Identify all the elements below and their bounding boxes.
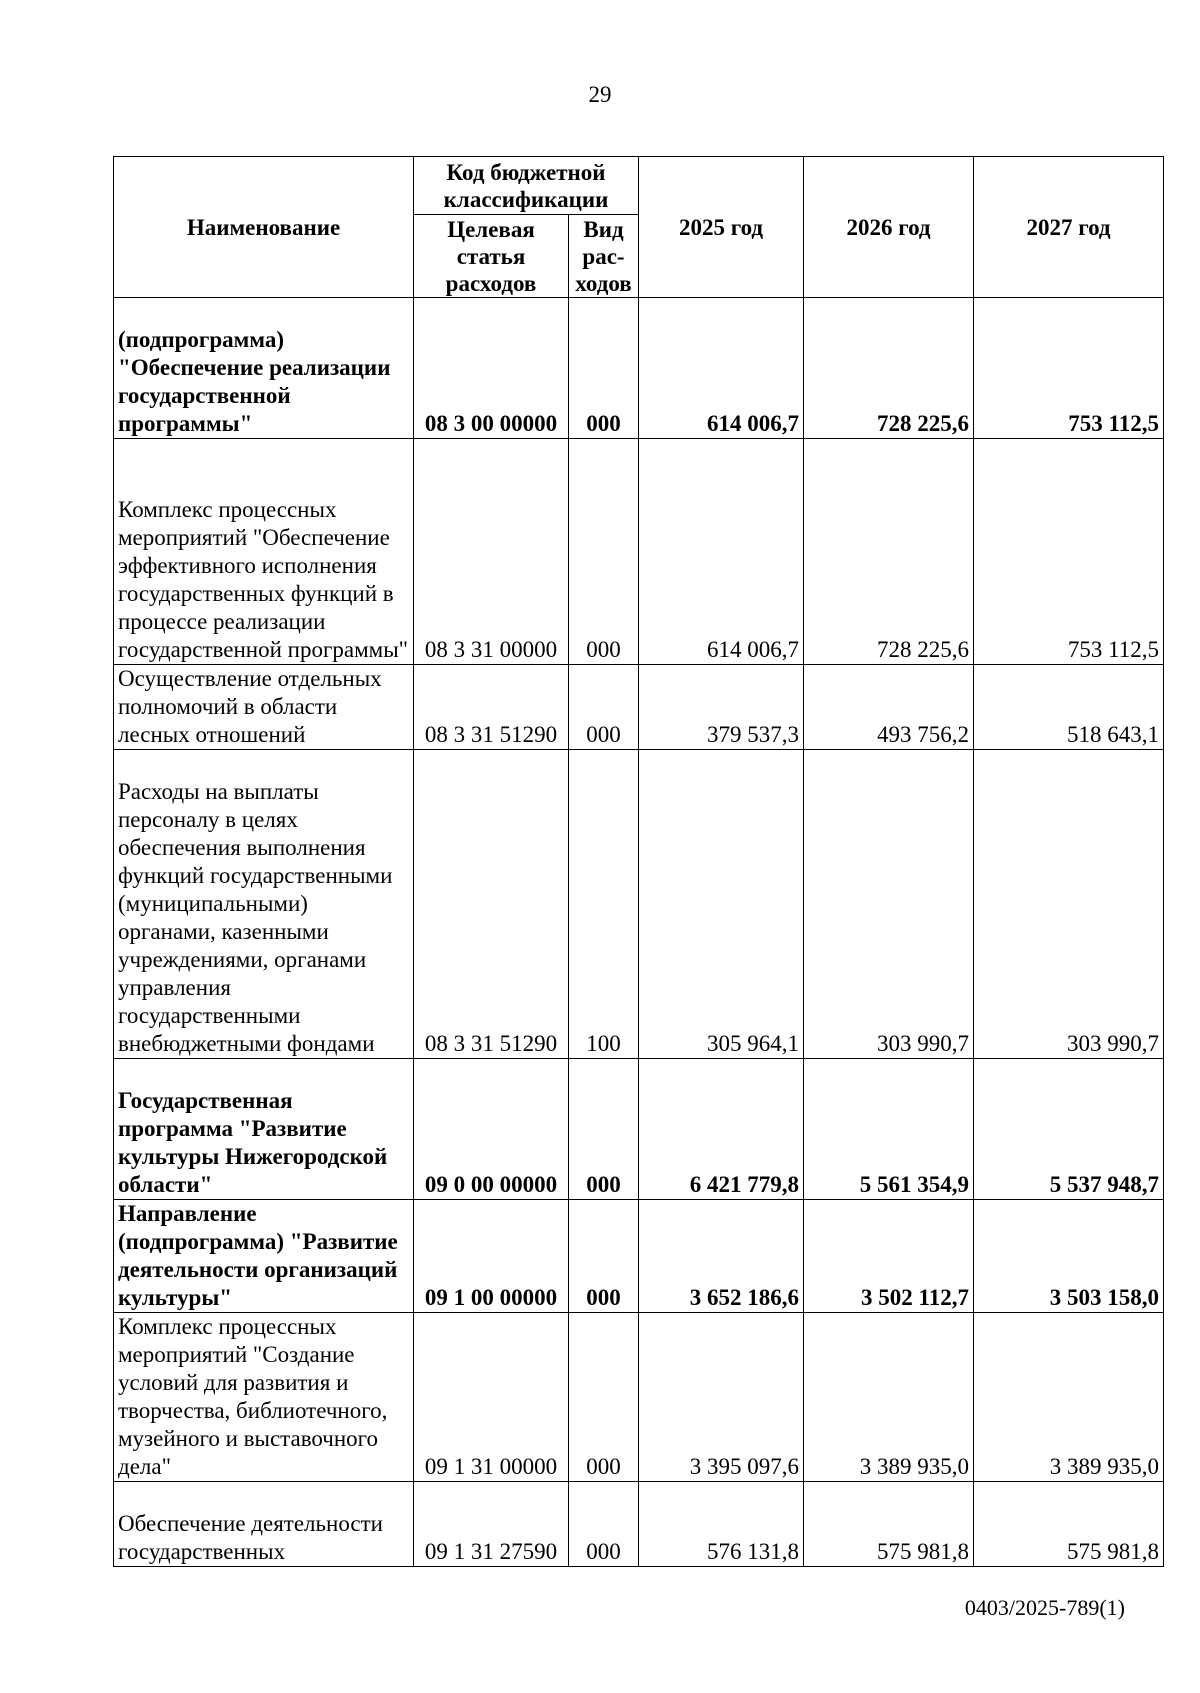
header-year-2026: 2026 год — [804, 157, 974, 298]
document-number: 0403/2025-789(1) — [964, 1595, 1125, 1620]
row-value-2027: 3 503 158,0 — [974, 1200, 1164, 1313]
row-expense-type: 000 — [569, 439, 639, 665]
row-value-2025: 379 537,3 — [639, 665, 804, 750]
row-value-2027: 575 981,8 — [974, 1482, 1164, 1567]
table-body — [114, 298, 1164, 1567]
row-name: Расходы на выплаты персоналу в целях обеспечения выполнения функций государственными (муниципальными) органами, казенными учреждениями, органами управления государственными внебюджетными фондами — [114, 750, 414, 1059]
table-header — [114, 157, 1164, 298]
header-target-article: Целевая статья расходов — [414, 215, 569, 298]
row-value-2027: 5 537 948,7 — [974, 1059, 1164, 1200]
row-value-2026: 728 225,6 — [804, 298, 974, 439]
row-value-2026: 3 389 935,0 — [804, 1313, 974, 1482]
table-row — [114, 1200, 1164, 1313]
table-row — [114, 665, 1164, 750]
header-name: Наименование — [114, 157, 414, 298]
row-target-article: 08 3 31 51290 — [414, 665, 569, 750]
row-value-2027: 3 389 935,0 — [974, 1313, 1164, 1482]
table-row — [114, 298, 1164, 439]
row-expense-type: 000 — [569, 1313, 639, 1482]
row-value-2027: 753 112,5 — [974, 298, 1164, 439]
row-target-article: 08 3 00 00000 — [414, 298, 569, 439]
row-value-2027: 753 112,5 — [974, 439, 1164, 665]
table-row — [114, 750, 1164, 1059]
row-target-article: 09 1 31 27590 — [414, 1482, 569, 1567]
row-value-2025: 3 652 186,6 — [639, 1200, 804, 1313]
row-value-2026: 303 990,7 — [804, 750, 974, 1059]
row-expense-type: 000 — [569, 665, 639, 750]
row-target-article: 09 1 31 00000 — [414, 1313, 569, 1482]
row-expense-type: 100 — [569, 750, 639, 1059]
row-value-2026: 728 225,6 — [804, 439, 974, 665]
row-name: Обеспечение деятельности государственных — [114, 1482, 414, 1567]
header-expense-type: Вид рас-ходов — [569, 215, 639, 298]
row-value-2025: 6 421 779,8 — [639, 1059, 804, 1200]
row-target-article: 09 1 00 00000 — [414, 1200, 569, 1313]
table-row — [114, 1482, 1164, 1567]
table-row — [114, 1059, 1164, 1200]
row-name: Комплекс процессных мероприятий "Обеспечение эффективного исполнения государственных функций в процессе реализации государственной программы" — [114, 439, 414, 665]
row-target-article: 08 3 31 00000 — [414, 439, 569, 665]
row-name: Осуществление отдельных полномочий в области лесных отношений — [114, 665, 414, 750]
row-value-2027: 518 643,1 — [974, 665, 1164, 750]
row-value-2025: 614 006,7 — [639, 439, 804, 665]
row-name: (подпрограмма) "Обеспечение реализации государственной программы" — [114, 298, 414, 439]
row-value-2026: 493 756,2 — [804, 665, 974, 750]
row-expense-type: 000 — [569, 1200, 639, 1313]
budget-table — [113, 156, 1164, 1567]
page-number: 29 — [588, 82, 612, 107]
row-value-2025: 576 131,8 — [639, 1482, 804, 1567]
row-name: Государственная программа "Развитие культуры Нижегородской области" — [114, 1059, 414, 1200]
table-row — [114, 1313, 1164, 1482]
row-value-2026: 3 502 112,7 — [804, 1200, 974, 1313]
header-year-2027: 2027 год — [974, 157, 1164, 298]
row-expense-type: 000 — [569, 298, 639, 439]
row-value-2025: 305 964,1 — [639, 750, 804, 1059]
row-value-2025: 614 006,7 — [639, 298, 804, 439]
row-value-2025: 3 395 097,6 — [639, 1313, 804, 1482]
row-target-article: 09 0 00 00000 — [414, 1059, 569, 1200]
row-value-2026: 575 981,8 — [804, 1482, 974, 1567]
row-value-2027: 303 990,7 — [974, 750, 1164, 1059]
row-expense-type: 000 — [569, 1482, 639, 1567]
row-value-2026: 5 561 354,9 — [804, 1059, 974, 1200]
row-name: Комплекс процессных мероприятий "Создание условий для развития и творчества, библиотечного, музейного и выставочного дела" — [114, 1313, 414, 1482]
header-budget-code: Код бюджетной классификации — [414, 157, 639, 215]
row-expense-type: 000 — [569, 1059, 639, 1200]
table-row — [114, 439, 1164, 665]
row-name: Направление (подпрограмма) "Развитие деятельности организаций культуры" — [114, 1200, 414, 1313]
row-target-article: 08 3 31 51290 — [414, 750, 569, 1059]
header-year-2025: 2025 год — [639, 157, 804, 298]
